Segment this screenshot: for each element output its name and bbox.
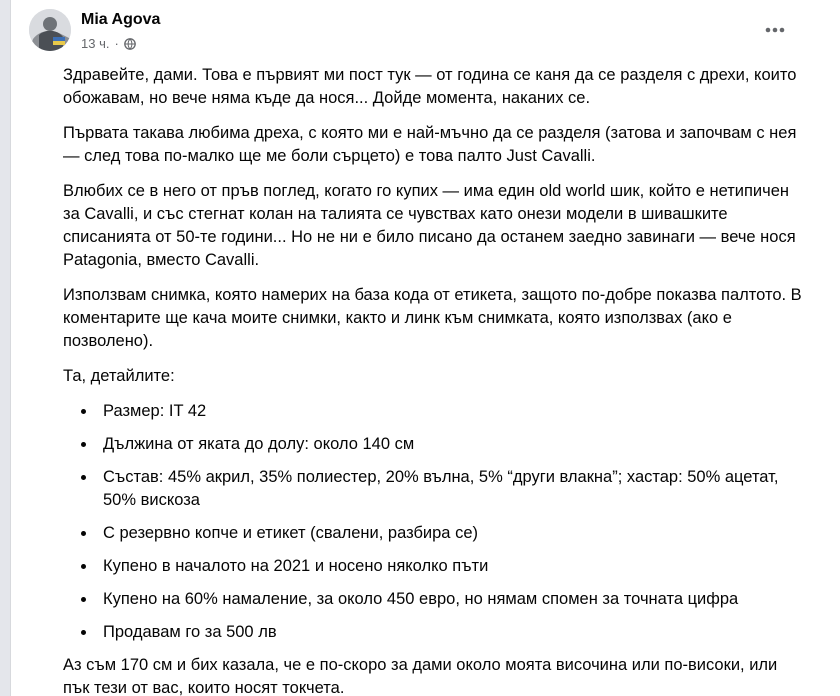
post-card: [10, 0, 840, 696]
meta-separator: ·: [114, 36, 119, 51]
globe-icon[interactable]: [124, 38, 136, 50]
details-list: [63, 400, 803, 644]
detail-item: • С резервно копче и етикет (свалени, разбира се): [97, 522, 803, 545]
detail-item: • Продавам го за 500 лв: [97, 621, 803, 644]
post-meta: [81, 36, 136, 51]
post-paragraph: Използвам снимка, която намерих на база кода от етикета, защото по-добре показва палтото. В коментарите ще кача моите снимки, както и линк към снимката, която използвах (ако е позволено).: [63, 286, 802, 350]
post-timestamp[interactable]: 13 ч.: [81, 36, 110, 51]
detail-item: • Състав: 45% акрил, 35% полиестер, 20% вълна, 5% “други влакна”; хастар: 50% ацетат, 50% вискоза: [97, 466, 803, 512]
detail-item: • Купено на 60% намаление, за около 450 евро, но нямам спомен за точната цифра: [97, 588, 803, 611]
closing-paragraph: Аз съм 170 см и бих казала, че е по-скоро за дами около моята височина или по-високи, или пък тези от вас, които носят токчета.: [63, 656, 778, 696]
detail-item: • Размер: IT 42: [97, 400, 803, 423]
detail-item: • Дължина от яката до долу: около 140 см: [97, 433, 803, 456]
post-paragraph: Здравейте, дами. Това е първият ми пост тук — от година се каня да се разделя с дрехи, които обожавам, но вече няма къде да нося... Дойде момента, наканих се.: [63, 66, 797, 107]
author-name[interactable]: Mia Agova: [81, 11, 161, 28]
more-dots-icon: [765, 27, 785, 33]
more-options-button[interactable]: [762, 17, 788, 43]
post-header: [29, 9, 840, 59]
post-body: [63, 64, 803, 696]
detail-item: • Купено в началото на 2021 и носено няколко пъти: [97, 555, 803, 578]
post-paragraph: Първата такава любима дреха, с която ми е най-мъчно да се разделя (затова и започвам с нея — след това по-малко ще ме боли сърцето) е това палто Just Cavalli.: [63, 124, 797, 165]
details-heading: Та, детайлите:: [63, 367, 175, 385]
avatar-image: [29, 9, 71, 51]
post-paragraph: Влюбих се в него от пръв поглед, когато го купих — има един old world шик, който е нетипичен за Cavalli, и със стегнат колан на талията се чувствах като онези модели в шивашките списанията от 50-те години... Но не ни е било писано да останем заедно завинаги — вече нося Patagonia, вместо Cavalli.: [63, 182, 796, 269]
author-avatar[interactable]: [29, 9, 71, 51]
